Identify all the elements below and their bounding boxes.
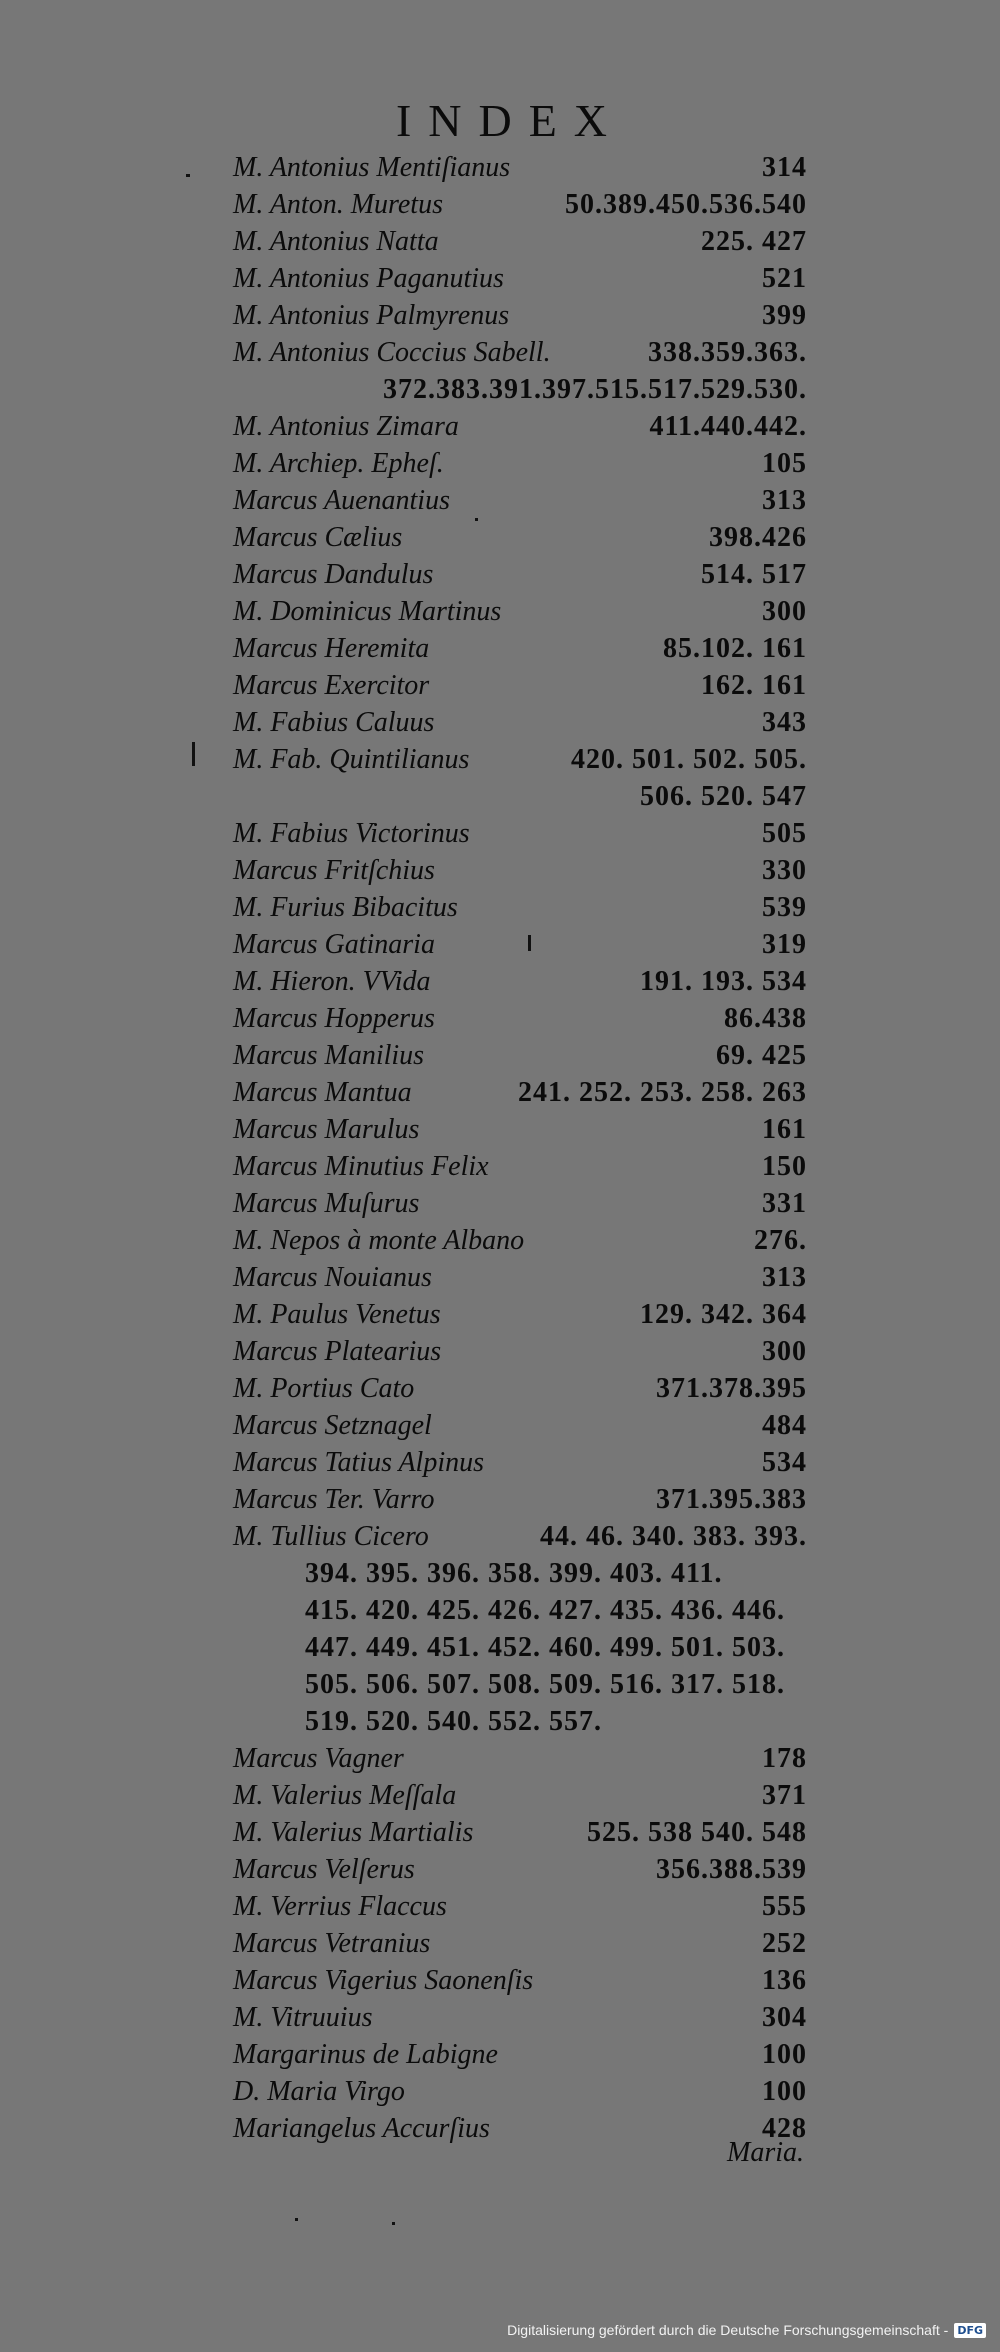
index-entry [233, 593, 807, 630]
entry-pages: 331 [762, 1188, 807, 1219]
entry-pages: 276. [754, 1225, 807, 1256]
entry-name: Marcus Manilius [233, 1040, 425, 1071]
index-entries [233, 149, 807, 2147]
print-speck [186, 174, 190, 177]
entry-name: M. Antonius Paganutius [233, 263, 504, 294]
entry-pages: 178 [762, 1743, 807, 1774]
entry-pages: 69. 425 [716, 1040, 807, 1071]
index-entry-continuation [233, 1592, 807, 1629]
entry-name: Marcus Tatius Alpinus [233, 1447, 485, 1478]
index-entry [233, 519, 807, 556]
entry-name: M. Furius Bibacitus [233, 892, 458, 923]
index-entry [233, 630, 807, 667]
dfg-logo-icon: DFG [954, 2323, 986, 2338]
index-entry [233, 260, 807, 297]
entry-pages: 514. 517 [701, 559, 807, 590]
index-entry [233, 445, 807, 482]
entry-pages: 136 [762, 1965, 807, 1996]
entry-pages: 161 [762, 1114, 807, 1145]
entry-name: Marcus Velſerus [233, 1854, 415, 1885]
entry-name: M. Antonius Natta [233, 226, 439, 257]
entry-pages: 411.440.442. [649, 411, 807, 442]
entry-name: M. Verrius Flaccus [233, 1891, 447, 1922]
index-entry [233, 2036, 807, 2073]
entry-pages: 150 [762, 1151, 807, 1182]
entry-pages: 100 [762, 2076, 807, 2107]
entry-name: Marcus Vetranius [233, 1928, 431, 1959]
entry-name: Marcus Vigerius Saonenſis [233, 1965, 534, 1996]
index-entry [233, 1444, 807, 1481]
index-entry [233, 1185, 807, 1222]
entry-name: M. Portius Cato [233, 1373, 415, 1404]
index-entry [233, 1518, 807, 1555]
index-entry [233, 482, 807, 519]
entry-name: M. Archiep. Epheſ. [233, 448, 444, 479]
index-entry [233, 297, 807, 334]
entry-name: Margarinus de Labigne [233, 2039, 498, 2070]
index-entry [233, 963, 807, 1000]
entry-name: Mariangelus Accurſius [233, 2113, 490, 2144]
index-entry [233, 1370, 807, 1407]
entry-name: Marcus Setznagel [233, 1410, 432, 1441]
entry-pages: 484 [762, 1410, 807, 1441]
entry-name: M. Antonius Mentiſianus [233, 152, 511, 183]
index-entry [233, 852, 807, 889]
page-title: INDEX [395, 95, 625, 146]
index-entry [233, 667, 807, 704]
entry-name: M. Hieron. VVida [233, 966, 431, 997]
catchword: Maria. [727, 2137, 804, 2168]
print-speck [295, 2218, 298, 2221]
index-entry [233, 1814, 807, 1851]
entry-pages: 241. 252. 253. 258. 263 [518, 1077, 807, 1108]
entry-pages: 330 [762, 855, 807, 886]
entry-pages: 371.395.383 [656, 1484, 807, 1515]
entry-name: M. Anton. Muretus [233, 189, 443, 220]
entry-pages: 525. 538 540. 548 [587, 1817, 807, 1848]
entry-name: Marcus Minutius Felix [233, 1151, 489, 1182]
entry-name: Marcus Fritſchius [233, 855, 435, 886]
index-entry [233, 408, 807, 445]
entry-pages: 505 [762, 818, 807, 849]
index-entry [233, 1111, 807, 1148]
index-entry [233, 741, 807, 778]
entry-name: M. Tullius Cicero [233, 1521, 429, 1552]
print-speck [475, 518, 478, 521]
entry-pages: 300 [762, 1336, 807, 1367]
index-entry [233, 1296, 807, 1333]
index-entry [233, 1851, 807, 1888]
entry-pages: 521 [762, 263, 807, 294]
index-entry [233, 1962, 807, 1999]
index-entry [233, 1148, 807, 1185]
print-speck [392, 2222, 395, 2225]
index-entry [233, 926, 807, 963]
index-entry [233, 704, 807, 741]
entry-name: M. Fabius Victorinus [233, 818, 470, 849]
footer-credit [507, 2322, 986, 2338]
index-entry [233, 1925, 807, 1962]
entry-name: M. Dominicus Martinus [233, 596, 502, 627]
index-entry [233, 1777, 807, 1814]
index-entry [233, 1740, 807, 1777]
entry-pages: 252 [762, 1928, 807, 1959]
entry-pages: 519. 520. 540. 552. 557. [305, 1706, 602, 1737]
index-entry [233, 1222, 807, 1259]
entry-pages: 105 [762, 448, 807, 479]
entry-pages: 420. 501. 502. 505. [571, 744, 807, 775]
entry-pages: 191. 193. 534 [640, 966, 807, 997]
entry-name: Marcus Nouianus [233, 1262, 432, 1293]
entry-name: Marcus Cælius [233, 522, 403, 553]
entry-pages: 399 [762, 300, 807, 331]
entry-name: Marcus Marulus [233, 1114, 420, 1145]
entry-name: M. Fab. Quintilianus [233, 744, 470, 775]
entry-pages: 534 [762, 1447, 807, 1478]
entry-pages: 44. 46. 340. 383. 393. [540, 1521, 807, 1552]
entry-name: Marcus Gatinaria [233, 929, 435, 960]
index-entry [233, 1037, 807, 1074]
index-entry-continuation [233, 1666, 807, 1703]
entry-pages: 506. 520. 547 [640, 781, 807, 812]
entry-pages: 85.102. 161 [663, 633, 807, 664]
print-speck [528, 935, 531, 951]
entry-pages: 371.378.395 [656, 1373, 807, 1404]
entry-pages: 313 [762, 485, 807, 516]
index-entry [233, 1333, 807, 1370]
entry-pages: 555 [762, 1891, 807, 1922]
index-entry [233, 1259, 807, 1296]
entry-name: Marcus Auenantius [233, 485, 450, 516]
index-entry [233, 1888, 807, 1925]
entry-pages: 372.383.391.397.515.517.529.530. [383, 374, 807, 405]
entry-name: M. Antonius Palmyrenus [233, 300, 510, 331]
index-entry [233, 2110, 807, 2147]
entry-pages: 356.388.539 [656, 1854, 807, 1885]
entry-name: M. Nepos à monte Albano [233, 1225, 525, 1256]
index-entry [233, 889, 807, 926]
index-entry [233, 223, 807, 260]
entry-pages: 129. 342. 364 [640, 1299, 807, 1330]
index-entry-continuation [233, 371, 807, 408]
entry-pages: 398.426 [709, 522, 807, 553]
index-entry [233, 334, 807, 371]
entry-pages: 343 [762, 707, 807, 738]
index-entry [233, 1074, 807, 1111]
entry-name: Marcus Vagner [233, 1743, 404, 1774]
entry-name: M. Valerius Martialis [233, 1817, 474, 1848]
index-entry [233, 1000, 807, 1037]
index-entry [233, 149, 807, 186]
index-entry [233, 1407, 807, 1444]
entry-name: M. Antonius Coccius Sabell. [233, 337, 551, 368]
entry-name: Marcus Ter. Varro [233, 1484, 435, 1515]
entry-name: Marcus Heremita [233, 633, 430, 664]
entry-pages: 415. 420. 425. 426. 427. 435. 436. 446. [305, 1595, 785, 1626]
entry-pages: 505. 506. 507. 508. 509. 516. 317. 518. [305, 1669, 785, 1700]
entry-pages: 428 [762, 2113, 807, 2144]
entry-pages: 162. 161 [701, 670, 807, 701]
index-entry [233, 1481, 807, 1518]
entry-name: M. Antonius Zimara [233, 411, 459, 442]
index-entry [233, 186, 807, 223]
entry-pages: 447. 449. 451. 452. 460. 499. 501. 503. [305, 1632, 785, 1663]
entry-name: Marcus Hopperus [233, 1003, 435, 1034]
entry-pages: 300 [762, 596, 807, 627]
entry-name: Marcus Mantua [233, 1077, 412, 1108]
footer-text: Digitalisierung gefördert durch die Deutsche Forschungsgemeinschaft - [507, 2322, 949, 2338]
entry-name: M. Vitruuius [233, 2002, 373, 2033]
index-entry [233, 2073, 807, 2110]
entry-pages: 314 [762, 152, 807, 183]
entry-pages: 86.438 [724, 1003, 807, 1034]
entry-pages: 319 [762, 929, 807, 960]
print-speck [192, 742, 195, 766]
entry-name: Marcus Muſurus [233, 1188, 420, 1219]
entry-name: M. Paulus Venetus [233, 1299, 441, 1330]
entry-pages: 304 [762, 2002, 807, 2033]
entry-name: Marcus Dandulus [233, 559, 434, 590]
entry-pages: 539 [762, 892, 807, 923]
entry-name: Marcus Platearius [233, 1336, 442, 1367]
entry-pages: 338.359.363. [648, 337, 807, 368]
index-entry [233, 815, 807, 852]
index-entry-continuation [233, 1555, 807, 1592]
index-entry [233, 556, 807, 593]
entry-pages: 225. 427 [701, 226, 807, 257]
entry-pages: 50.389.450.536.540 [565, 189, 807, 220]
index-entry [233, 1999, 807, 2036]
entry-pages: 371 [762, 1780, 807, 1811]
entry-name: D. Maria Virgo [233, 2076, 405, 2107]
entry-pages: 313 [762, 1262, 807, 1293]
index-entry-continuation [233, 1629, 807, 1666]
index-entry-continuation [233, 778, 807, 815]
entry-name: Marcus Exercitor [233, 670, 430, 701]
entry-name: M. Fabius Caluus [233, 707, 435, 738]
entry-name: M. Valerius Meſſala [233, 1780, 457, 1811]
entry-pages: 394. 395. 396. 358. 399. 403. 411. [305, 1558, 723, 1589]
index-entry-continuation [233, 1703, 807, 1740]
entry-pages: 100 [762, 2039, 807, 2070]
